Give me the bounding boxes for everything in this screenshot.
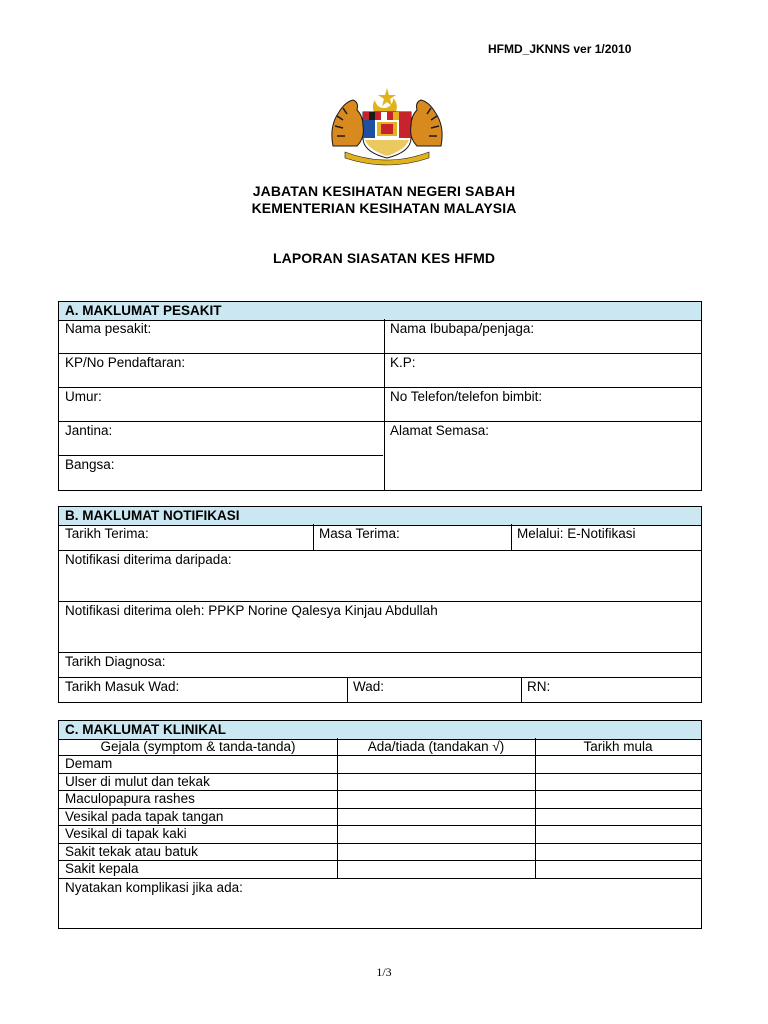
- field-telefon[interactable]: No Telefon/telefon bimbit:: [390, 389, 543, 404]
- symptom-tarikh-mula-cell[interactable]: [536, 773, 701, 791]
- field-jantina[interactable]: Jantina:: [65, 423, 113, 438]
- divider: [59, 808, 701, 809]
- field-diterima-oleh[interactable]: Notifikasi diterima oleh: PPKP Norine Qalesya Kinjau Abdullah: [65, 603, 438, 618]
- symptom-ada-tiada-cell[interactable]: [338, 773, 534, 791]
- field-komplikasi[interactable]: Nyatakan komplikasi jika ada:: [65, 880, 243, 895]
- ministry-department: JABATAN KESIHATAN NEGERI SABAH: [252, 183, 516, 199]
- section-c-title: C. MAKLUMAT KLINIKAL: [59, 721, 701, 740]
- section-b-title: B. MAKLUMAT NOTIFIKASI: [59, 507, 701, 526]
- section-c-clinical-info: [58, 720, 702, 929]
- section-a-patient-info: [58, 301, 702, 491]
- symptom-tarikh-mula-cell[interactable]: [536, 825, 701, 843]
- field-nama-ibubapa[interactable]: Nama Ibubapa/penjaga:: [390, 321, 535, 336]
- symptom-label: Vesikal di tapak kaki: [65, 826, 187, 841]
- symptom-tarikh-mula-cell[interactable]: [536, 790, 701, 808]
- symptom-label: Sakit kepala: [65, 861, 139, 876]
- field-kp[interactable]: K.P:: [390, 355, 416, 370]
- symptom-label: Maculopapura rashes: [65, 791, 195, 806]
- column-header-ada-tiada: Ada/tiada (tandakan √): [367, 739, 505, 754]
- field-kp-pendaftaran[interactable]: KP/No Pendaftaran:: [65, 355, 186, 370]
- symptom-ada-tiada-cell[interactable]: [338, 755, 534, 773]
- field-melalui[interactable]: Melalui: E-Notifikasi: [517, 526, 636, 541]
- symptom-ada-tiada-cell[interactable]: [338, 790, 534, 808]
- symptom-ada-tiada-cell[interactable]: [338, 860, 534, 878]
- field-alamat-semasa[interactable]: Alamat Semasa:: [390, 423, 490, 438]
- symptom-tarikh-mula-cell[interactable]: [536, 843, 701, 861]
- divider: [59, 387, 701, 388]
- section-b-notification-info: [58, 506, 702, 703]
- field-bangsa[interactable]: Bangsa:: [65, 457, 115, 472]
- report-title: LAPORAN SIASATAN KES HFMD: [272, 250, 496, 266]
- divider: [59, 860, 701, 861]
- symptom-ada-tiada-cell[interactable]: [338, 843, 534, 861]
- symptom-label: Ulser di mulut dan tekak: [65, 773, 210, 789]
- field-umur[interactable]: Umur:: [65, 389, 102, 404]
- divider: [59, 421, 701, 422]
- field-tarikh-diagnosa[interactable]: Tarikh Diagnosa:: [65, 654, 166, 669]
- divider: [59, 825, 701, 826]
- symptom-ada-tiada-cell[interactable]: [338, 825, 534, 843]
- field-nama-pesakit[interactable]: Nama pesakit:: [65, 321, 152, 336]
- ministry-name: KEMENTERIAN KESIHATAN MALAYSIA: [251, 200, 517, 216]
- section-a-title: A. MAKLUMAT PESAKIT: [59, 302, 701, 321]
- field-tarikh-masuk-wad[interactable]: Tarikh Masuk Wad:: [65, 679, 180, 694]
- symptom-label: Demam: [65, 756, 113, 771]
- column-header-gejala: Gejala (symptom & tanda-tanda): [100, 739, 296, 754]
- coat-of-arms-emblem: [325, 86, 449, 166]
- symptom-label: Sakit tekak atau batuk: [65, 843, 198, 859]
- divider: [59, 843, 701, 844]
- symptom-label: Vesikal pada tapak tangan: [65, 808, 224, 824]
- document-reference: HFMD_JKNNS ver 1/2010: [488, 42, 632, 56]
- field-diterima-daripada[interactable]: Notifikasi diterima daripada:: [65, 552, 232, 567]
- symptom-tarikh-mula-cell[interactable]: [536, 755, 701, 773]
- page-number: 1/3: [376, 965, 392, 979]
- symptom-tarikh-mula-cell[interactable]: [536, 860, 701, 878]
- field-rn[interactable]: RN:: [527, 679, 551, 694]
- field-masa-terima[interactable]: Masa Terima:: [319, 526, 400, 541]
- coat-of-arms: [325, 86, 449, 166]
- symptom-tarikh-mula-cell[interactable]: [536, 808, 701, 826]
- column-header-tarikh-mula: Tarikh mula: [583, 739, 653, 754]
- symptom-ada-tiada-cell[interactable]: [338, 808, 534, 826]
- divider: [59, 790, 701, 791]
- field-wad[interactable]: Wad:: [353, 679, 385, 694]
- field-tarikh-terima[interactable]: Tarikh Terima:: [65, 526, 149, 541]
- divider: [59, 773, 701, 774]
